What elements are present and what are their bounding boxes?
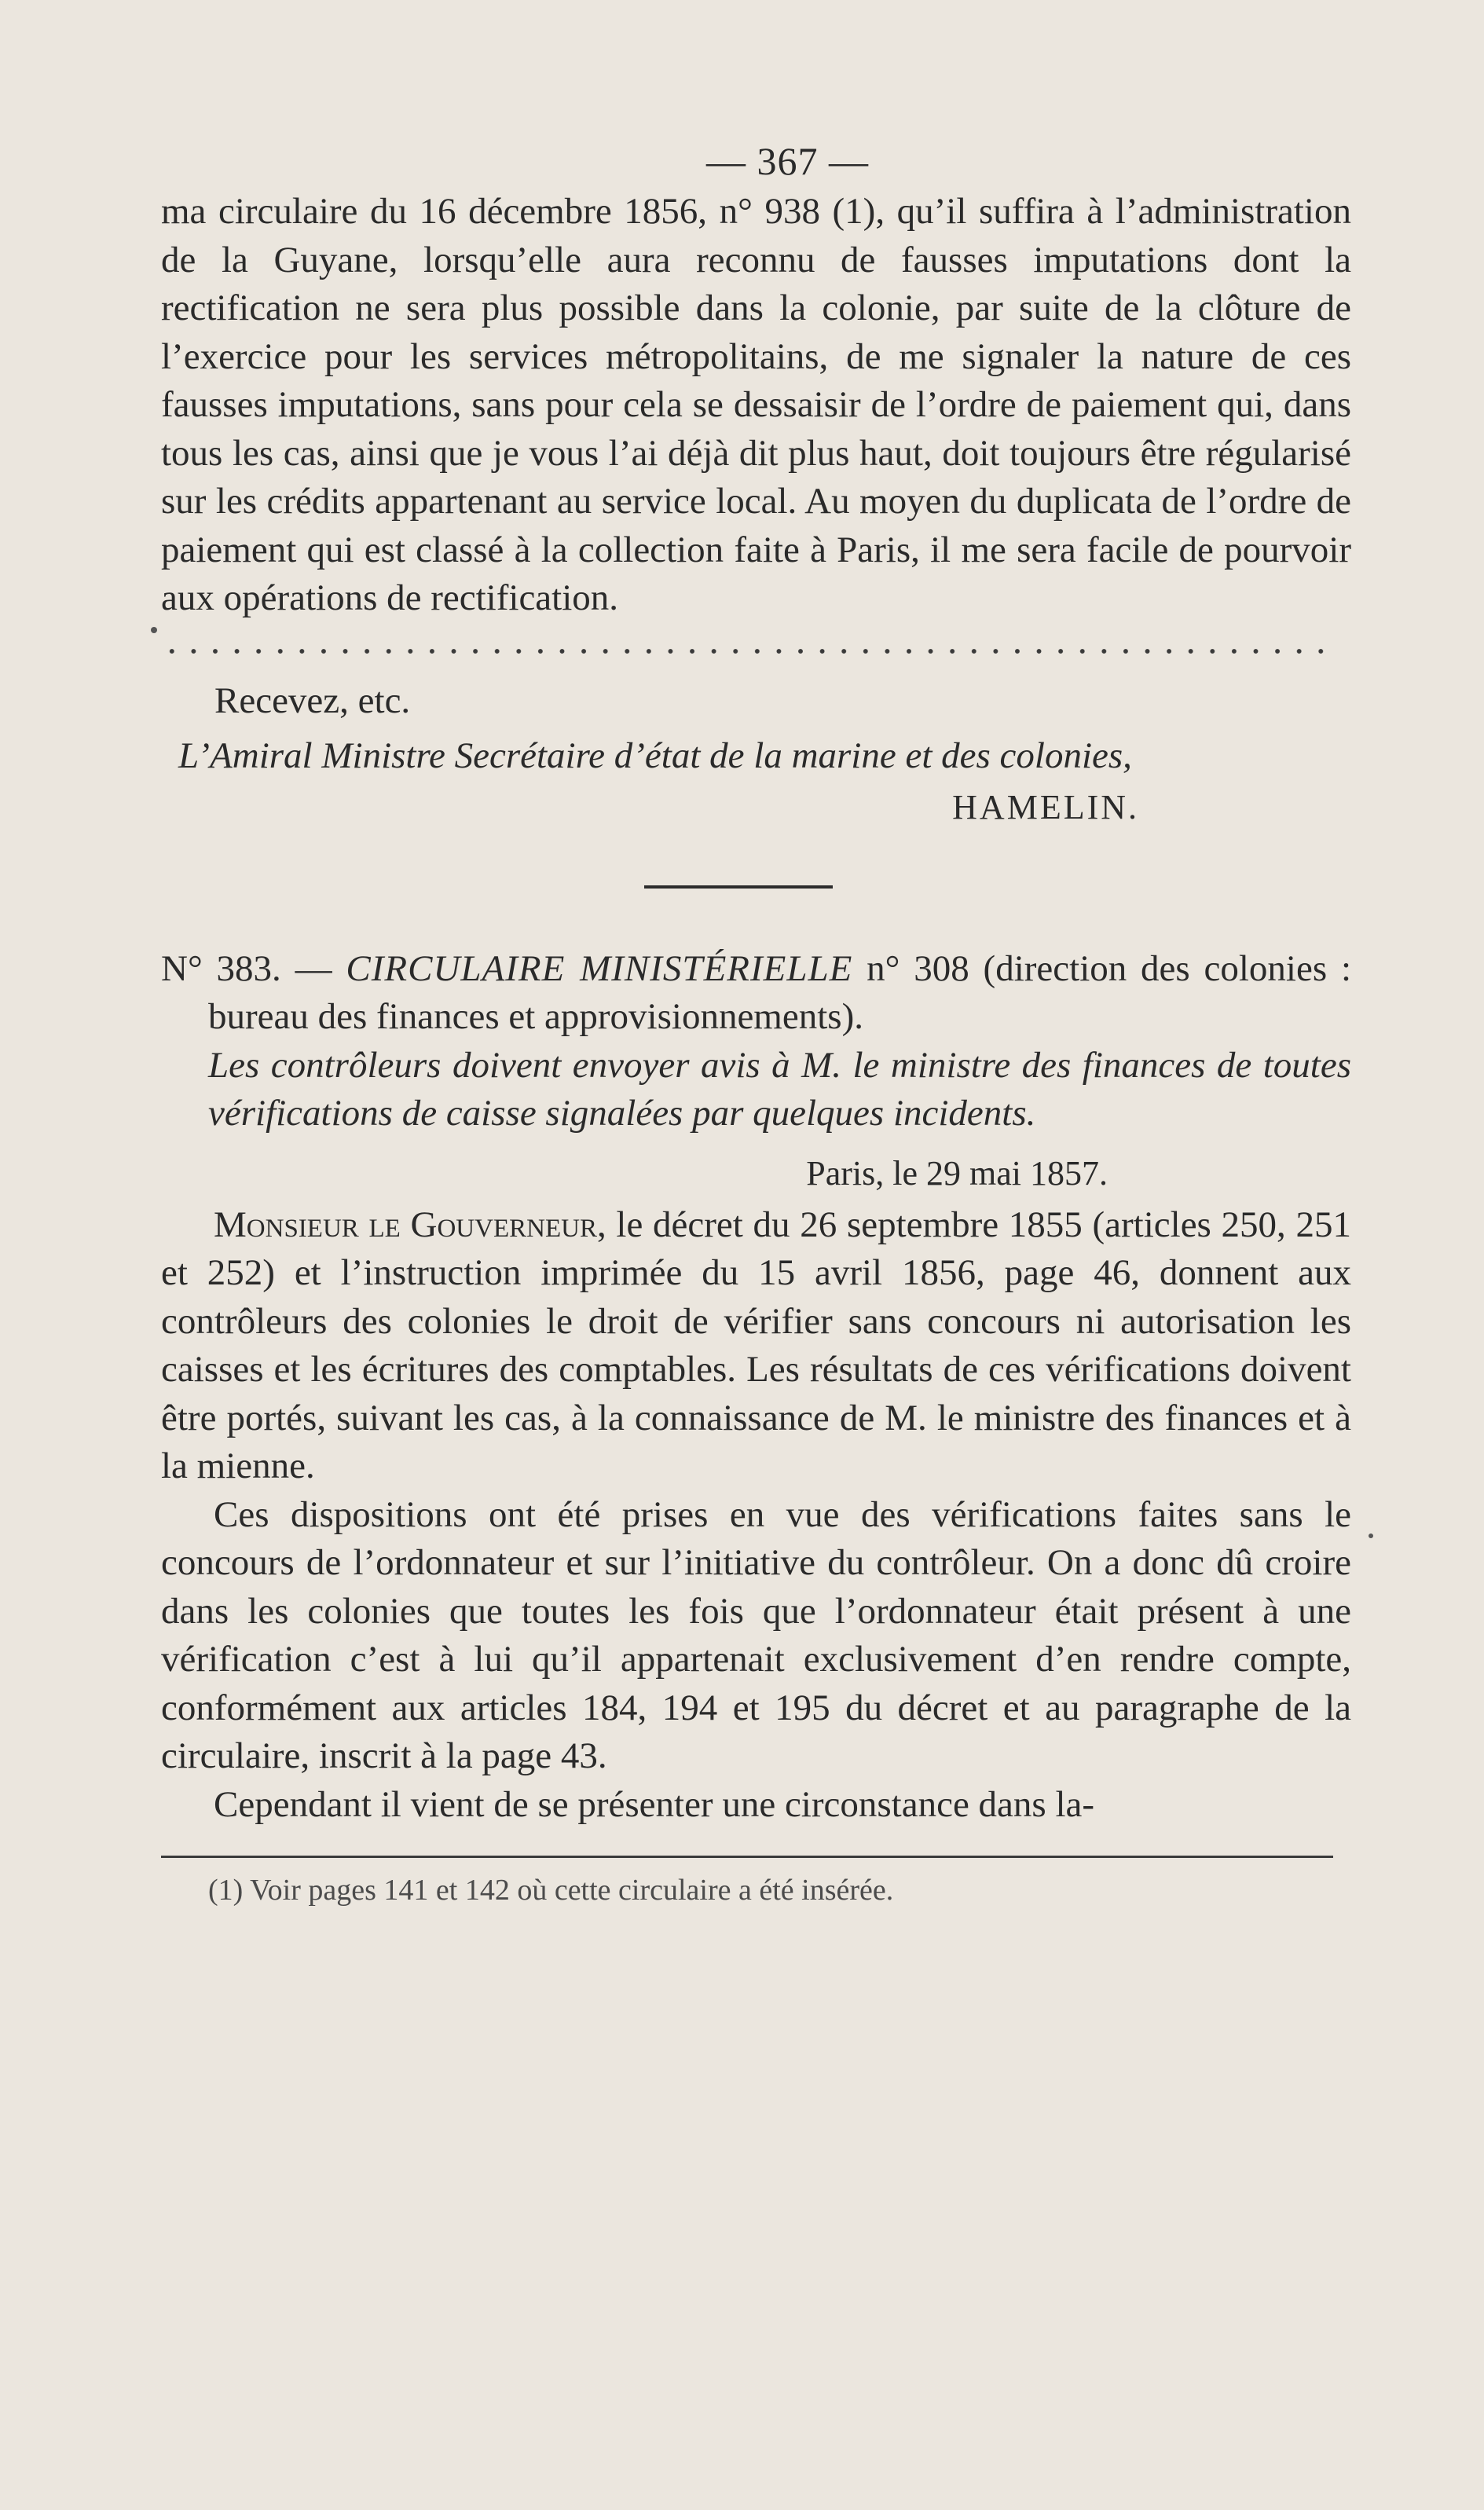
entry-heading xyxy=(161,945,1351,1042)
entry-summary: Les contrôleurs doivent envoyer avis à M. le ministre des finances de toutes vérifications de caisse signalées par quelques incidents. xyxy=(208,1044,1351,1134)
body-paragraph-2: Ces dispositions ont été prises en vue des vérifications faites sans le concours de l’ordonnateur et sur l’initiative du contrôleur. On a donc dû croire dans les colonies que toutes les fois que l’ordonnateur était présent à une vérification c’est à lui qu’il appartenait exclusivement d’en rendre compte, conformément aux articles 184, 194 et 195 du décret et au paragraphe de la circulaire, inscrit à la page 43. xyxy=(161,1493,1351,1776)
circular-entry xyxy=(161,945,1351,1830)
text-column xyxy=(161,137,1351,1910)
dotted-separator xyxy=(161,643,1339,659)
page-number: — 367 — xyxy=(706,139,869,183)
footnote: (1) Voir pages 141 et 142 où cette circulaire a été insérée. xyxy=(208,1874,894,1907)
addressee: Monsieur le Gouverneur xyxy=(214,1204,597,1245)
body-paragraph-1-text: , le décret du 26 septembre 1855 (articles 250, 251 et 252) et l’instruction imprimée du 15 avril 1856, page 46, donnent aux contrôleurs des colonies le droit de vérifier sans concours ni autorisation les caisses et les écritures des comptables. Les résultats de ces vérifications doivent être portés, suivant les cas, à la connaissance de M. le ministre des finances et à la mienne. xyxy=(161,1204,1351,1486)
footnote-rule xyxy=(161,1856,1333,1858)
signatory-title: L’Amiral Ministre Secrétaire d’état de la marine et des colonies, xyxy=(178,735,1132,776)
body-paragraph-1 xyxy=(161,1201,1351,1491)
section-divider xyxy=(644,885,833,889)
entry-type: CIRCULAIRE MINISTÉRIELLE xyxy=(346,947,853,989)
entry-reference: n° 308 (direction des colonies : bureau des finances et approvisionnements). xyxy=(208,947,1351,1037)
letter-date: Paris, le 29 mai 1857. xyxy=(806,1153,1108,1193)
entry-number: N° 383. — xyxy=(161,947,332,989)
margin-speck-icon xyxy=(1369,1533,1373,1538)
body-paragraph-3: Cependant il vient de se présenter une circonstance dans la- xyxy=(214,1783,1095,1825)
margin-speck-icon xyxy=(151,627,157,633)
continuation-paragraph: ma circulaire du 16 décembre 1856, n° 938 (1), qu’il suffira à l’administration de la Guyane, lorsqu’elle aura reconnu de fausses imputations dont la rectification ne sera plus possible dans la colonie, par suite de la clôture de l’exercice pour les services métropolitains, de me signaler la nature de ces fausses imputations, sans pour cela se dessaisir de l’ordre de paiement qui, dans tous les cas, ainsi que je vous l’ai déjà dit plus haut, doit toujours être régularisé sur les crédits appartenant au service local. Au moyen du duplicata de l’ordre de paiement qui est classé à la collection faite à Paris, il me sera facile de pourvoir aux opérations de rectification. xyxy=(161,191,1351,618)
closing-salutation: Recevez, etc. xyxy=(214,680,411,721)
signatory-name: HAMELIN. xyxy=(952,787,1139,826)
